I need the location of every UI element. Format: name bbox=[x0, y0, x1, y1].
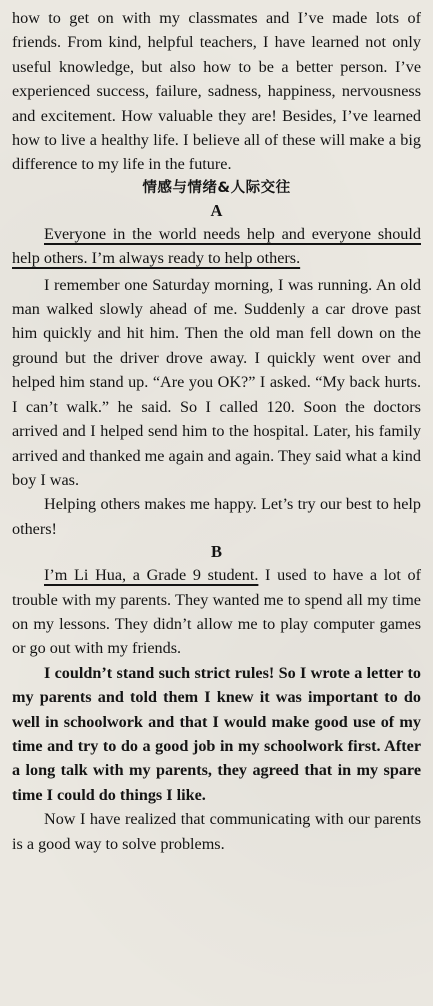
essay-a-opening bbox=[12, 222, 421, 271]
essay-a-underlined-opening: Everyone in the world needs help and everyone should help others. I’m always ready to help others. bbox=[12, 224, 421, 268]
essay-b-paragraph-1 bbox=[12, 563, 421, 661]
essay-b-label: B bbox=[210, 542, 222, 562]
essay-a-label: A bbox=[210, 200, 223, 220]
intro-paragraph: how to get on with my classmates and I’ve made lots of friends. From kind, helpful teachers, I have learned not only useful knowledge, but also how to be a better person. I’ve experienced success, failure, sadness, happiness, nervousness and excitement. How valuable they are! Besides, I’ve learned how to live a healthy life. I believe all of these will make a big difference to my life in the future. bbox=[12, 9, 421, 174]
section-title: 情感与情绪&人际交往 bbox=[142, 179, 291, 196]
essay-b-paragraph-2: I couldn’t stand such strict rules! So I wrote a letter to my parents and told them I knew it was important to do well in schoolwork and that I would make good use of my time and try to do a good job in my schoolwork first. After a long talk with my parents, they agreed that in my spare time I could do things I like. bbox=[12, 663, 421, 804]
essay-a-paragraph-1: I remember one Saturday morning, I was running. An old man walked slowly ahead of me. Suddenly a car drove past him quickly and hit him. Then the old man fell down on the ground but the driver drove away. I quickly went over and helped him stand up. “Are you OK?” I asked. “My back hurts. I can’t walk.” he said. So I called 120. Soon the doctors arrived and I helped send him to the hospital. Later, his family arrived and thanked me again and again. They said what a kind boy I was. bbox=[12, 275, 421, 489]
essay-b-underlined-opening: I’m Li Hua, a Grade 9 student. bbox=[44, 566, 259, 585]
essay-b-paragraph-3: Now I have realized that communicating with our parents is a good way to solve problems. bbox=[12, 810, 421, 853]
essay-a-paragraph-2: Helping others makes me happy. Let’s try our best to help others! bbox=[12, 495, 421, 538]
essay-b-paragraph-1-rest: I used to have a lot of trouble with my parents. They wanted me to spend all my time on my lessons. They didn’t allow me to play computer games or go out with my friends. bbox=[12, 566, 422, 658]
